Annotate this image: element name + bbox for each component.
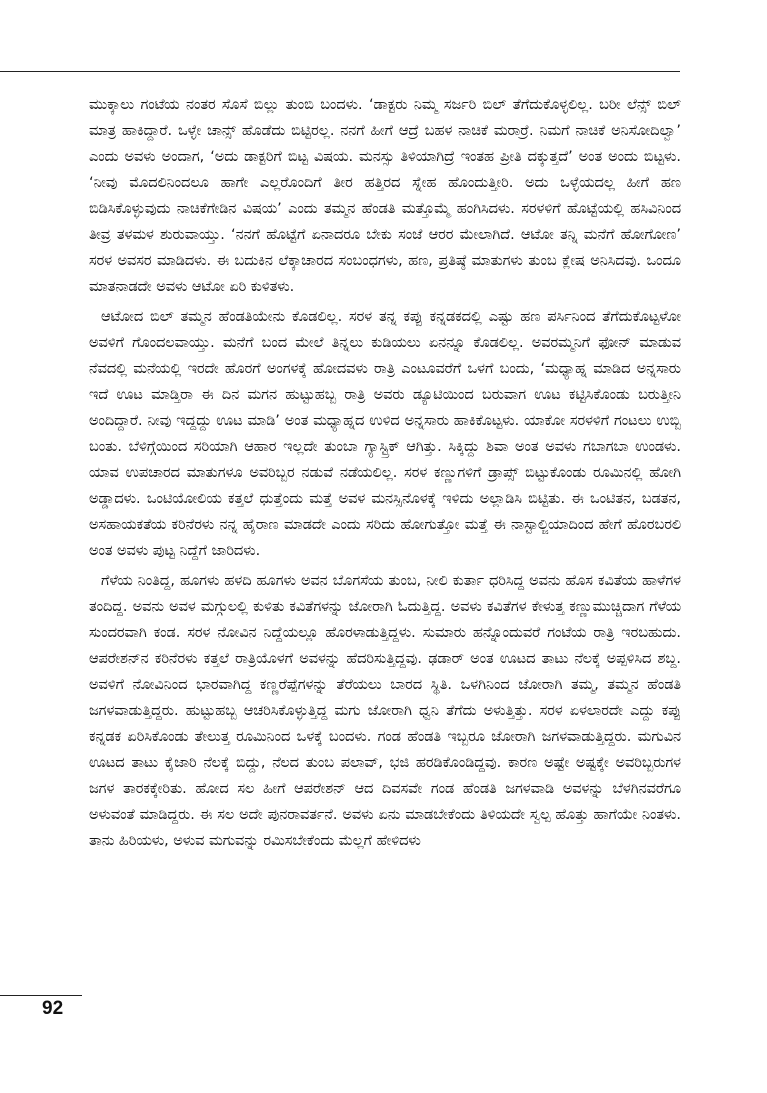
top-rule <box>0 71 680 72</box>
page-body <box>89 92 681 854</box>
page-number: 92 <box>42 998 64 1019</box>
paragraph-1: ಮುಕ್ಕಾಲು ಗಂಟೆಯ ನಂತರ ಸೊಸೆ ಬಿಲ್ಲು ತುಂಬಿ ಬಂದಳು. ‘ಡಾಕ್ಟರು ನಿಮ್ಮ ಸರ್ಜರಿ ಬಿಲ್ ತೆಗೆದುಕೊಳ್ಳಲಿಲ್ಲ. ಬರೀ ಲೆನ್ಸ್ ಬಿಲ್ ಮಾತ್ರ ಹಾಕಿದ್ದಾರೆ. ಒಳ್ಳೇ ಚಾನ್ಸ್ ಹೊಡೆದು ಬಿಟ್ಟಿರಲ್ಲ. ನನಗೆ ಹೀಗೆ ಆದ್ರೆ ಬಹಳ ನಾಚಿಕೆ ಮರಾರ್ರೆ. ನಿಮಗೆ ನಾಚಿಕೆ ಅನಿಸೋದಿಲ್ವಾ’ ಎಂದು ಅವಳು ಅಂದಾಗ, ‘ಅದು ಡಾಕ್ಟರಿಗೆ ಬಿಟ್ಟ ವಿಷಯ. ಮನಸ್ಸು ತಿಳಿಯಾಗಿದ್ರೆ ಇಂತಹ ಪ್ರೀತಿ ದಕ್ಕುತ್ತದೆ’ ಅಂತ ಅಂದು ಬಿಟ್ಟಳು. ‘ನೀವು ಮೊದಲಿನಿಂದಲೂ ಹಾಗೇ ಎಲ್ಲರೊಂದಿಗೆ ತೀರ ಹತ್ತಿರದ ಸ್ನೇಹ ಹೊಂದುತ್ತೀರಿ. ಅದು ಒಳ್ಳೆಯದಲ್ಲ ಹೀಗೆ ಹಣ ಬಿಡಿಸಿಕೊಳ್ಳುವುದು ನಾಚಿಕೆಗೇಡಿನ ವಿಷಯ’ ಎಂದು ತಮ್ಮನ ಹೆಂಡತಿ ಮತ್ತೊಮ್ಮೆ ಹಂಗಿಸಿದಳು. ಸರಳಳಿಗೆ ಹೊಟ್ಟೆಯಲ್ಲಿ ಹಸಿವಿನಿಂದ ತೀವ್ರ ತಳಮಳ ಶುರುವಾಯ್ತು. ‘ನನಗೆ ಹೊಟ್ಟೆಗೆ ಏನಾದರೂ ಬೇಕು ಸಂಜೆ ಆರರ ಮೇಲಾಗಿದೆ. ಆಟೋ ತನ್ನಿ ಮನೆಗೆ ಹೋಗೋಣ’ ಸರಳ ಅವಸರ ಮಾಡಿದಳು. ಈ ಬದುಕಿನ ಲೆಕ್ಕಾಚಾರದ ಸಂಬಂಧಗಳು, ಹಣ, ಪ್ರತಿಷ್ಠೆ ಮಾತುಗಳು ತುಂಬ ಕ್ಲೇಷ ಅನಿಸಿದವು. ಒಂದೂ ಮಾತನಾಡದೇ ಅವಳು ಆಟೋ ಏರಿ ಕುಳಿತಳು. <box>89 97 681 295</box>
footer-rule <box>0 995 82 996</box>
paragraph-2: ಆಟೋದ ಬಿಲ್ ತಮ್ಮನ ಹೆಂಡತಿಯೇನು ಕೊಡಲಿಲ್ಲ. ಸರಳ ತನ್ನ ಕಪ್ಪು ಕನ್ನಡಕದಲ್ಲಿ ಎಷ್ಟು ಹಣ ಪರ್ಸಿನಿಂದ ತೆಗೆದುಕೊಟ್ಟಳೋ ಅವಳಿಗೆ ಗೊಂದಲವಾಯ್ತು. ಮನೆಗೆ ಬಂದ ಮೇಲೆ ತಿನ್ನಲು ಕುಡಿಯಲು ಏನನ್ನೂ ಕೊಡಲಿಲ್ಲ. ಅವರಮ್ಮನಿಗೆ ಫೋನ್ ಮಾಡುವ ನೆವದಲ್ಲಿ ಮನೆಯಲ್ಲಿ ಇರದೇ ಹೊರಗೆ ಅಂಗಳಕ್ಕೆ ಹೋದವಳು ರಾತ್ರಿ ಎಂಟೂವರೆಗೆ ಒಳಗೆ ಬಂದು, ‘ಮಧ್ಯಾಹ್ನ ಮಾಡಿದ ಅನ್ನಸಾರು ಇದೆ ಊಟ ಮಾಡ್ತಿರಾ ಈ ದಿನ ಮಗನ ಹುಟ್ಟುಹಬ್ಬ ರಾತ್ರಿ ಅವರು ಡ್ಯೂಟಿಯಿಂದ ಬರುವಾಗ ಊಟ ಕಟ್ಟಿಸಿಕೊಂಡು ಬರುತ್ತೀನಿ ಅಂದಿದ್ದಾರೆ. ನೀವು ಇದ್ದದ್ದು ಊಟ ಮಾಡಿ’ ಅಂತ ಮಧ್ಯಾಹ್ನದ ಉಳಿದ ಅನ್ನಸಾರು ಹಾಕಿಕೊಟ್ಟಳು. ಯಾಕೋ ಸರಳಳಿಗೆ ಗಂಟಲು ಉಬ್ಬಿ ಬಂತು. ಬೆಳಿಗ್ಗೆಯಿಂದ ಸರಿಯಾಗಿ ಆಹಾರ ಇಲ್ಲದೇ ತುಂಬಾ ಗ್ಯಾಸ್ಟ್ರಿಕ್ ಆಗಿತ್ತು. ಸಿಕ್ಕಿದ್ದು ಶಿವಾ ಅಂತ ಅವಳು ಗಬಾಗಬಾ ಉಂಡಳು. ಯಾವ ಉಪಚಾರದ ಮಾತುಗಳೂ ಅವರಿಬ್ಬರ ನಡುವೆ ನಡೆಯಲಿಲ್ಲ. ಸರಳ ಕಣ್ಣುಗಳಿಗೆ ಡ್ರಾಪ್ಸ್ ಬಿಟ್ಟುಕೊಂಡು ರೂಮಿನಲ್ಲಿ ಹೋಗಿ ಅಡ್ಡಾದಳು. ಒಂಟಿಯೋಲಿಯ ಕತ್ತಲೆ ಧುತ್ತೆಂದು ಮತ್ತೆ ಅವಳ ಮನಸ್ಸಿನೊಳಕ್ಕೆ ಇಳಿದು ಅಲ್ಲಾಡಿಸಿ ಬಿಟ್ಟಿತು. ಈ ಒಂಟಿತನ, ಬಡತನ, ಅಸಹಾಯಕತೆಯ ಕರಿನೆರಳು ನನ್ನ ಹೈರಾಣ ಮಾಡದೇ ಎಂದು ಸರಿದು ಹೋಗುತ್ತೋ ಮತ್ತೆ ಈ ನಾಸ್ಟಾಲ್ಜಿಯಾದಿಂದ ಹೇಗೆ ಹೊರಬರಲಿ ಅಂತ ಅವಳು ಪುಟ್ಟ ನಿದ್ದೆಗೆ ಜಾರಿದಳು. <box>89 309 681 559</box>
paragraph-3: ಗೆಳೆಯ ನಿಂತಿದ್ದ, ಹೂಗಳು ಹಳದಿ ಹೂಗಳು ಅವನ ಬೊಗಸೆಯ ತುಂಬ, ನೀಲಿ ಕುರ್ತಾ ಧರಿಸಿದ್ದ ಅವನು ಹೊಸ ಕವಿತೆಯ ಹಾಳೆಗಳ ತಂದಿದ್ದ. ಅವನು ಅವಳ ಮಗ್ಗುಲಲ್ಲಿ ಕುಳಿತು ಕವಿತೆಗಳನ್ನು ಜೋರಾಗಿ ಓದುತ್ತಿದ್ದ. ಅವಳು ಕವಿತೆಗಳ ಕೇಳುತ್ತ ಕಣ್ಣುಮುಚ್ಚಿದಾಗ ಗೆಳೆಯ ಸುಂದರವಾಗಿ ಕಂಡ. ಸರಳ ನೋವಿನ ನಿದ್ದೆಯಲ್ಲೂ ಹೊರಳಾಡುತ್ತಿದ್ದಳು. ಸುಮಾರು ಹನ್ನೊಂದುವರೆ ಗಂಟೆಯ ರಾತ್ರಿ ಇರಬಹುದು. ಆಪರೇಶನ್‌ನ ಕರಿನೆರಳು ಕತ್ತಲೆ ರಾತ್ರಿಯೊಳಗೆ ಅವಳನ್ನು ಹೆದರಿಸುತ್ತಿದ್ದವು. ಢಡಾರ್ ಅಂತ ಊಟದ ತಾಟು ನೆಲಕ್ಕೆ ಅಪ್ಪಳಿಸಿದ ಶಬ್ದ. ಅವಳಿಗೆ ನೋವಿನಿಂದ ಭಾರವಾಗಿದ್ದ ಕಣ್ಣರೆಪ್ಪೆಗಳನ್ನು ತೆರೆಯಲು ಬಾರದ ಸ್ಥಿತಿ. ಒಳಗಿನಿಂದ ಜೋರಾಗಿ ತಮ್ಮ, ತಮ್ಮನ ಹೆಂಡತಿ ಜಗಳವಾಡುತ್ತಿದ್ದರು. ಹುಟ್ಟುಹಬ್ಬ ಆಚರಿಸಿಕೊಳ್ಳುತ್ತಿದ್ದ ಮಗು ಜೋರಾಗಿ ಧ್ವನಿ ತೆಗೆದು ಅಳುತ್ತಿತ್ತು. ಸರಳ ಏಳಲಾರದೇ ಎದ್ದು ಕಪ್ಪು ಕನ್ನಡಕ ಏರಿಸಿಕೊಂಡು ತೇಲುತ್ತ ರೂಮಿನಿಂದ ಒಳಕ್ಕೆ ಬಂದಳು. ಗಂಡ ಹೆಂಡತಿ ಇಬ್ಬರೂ ಜೋರಾಗಿ ಜಗಳವಾಡುತ್ತಿದ್ದರು. ಮಗುವಿನ ಊಟದ ತಾಟು ಕೈಜಾರಿ ನೆಲಕ್ಕೆ ಬಿದ್ದು, ನೆಲದ ತುಂಬ ಪಲಾವ್, ಭಜಿ ಹರಡಿಕೊಂಡಿದ್ದವು. ಕಾರಣ ಅಷ್ಟೇ ಅಷ್ಟಕ್ಕೇ ಅವರಿಬ್ಬರುಗಳ ಜಗಳ ತಾರಕಕ್ಕೇರಿತು. ಹೋದ ಸಲ ಹೀಗೆ ಆಪರೇಶನ್ ಆದ ದಿವಸವೇ ಗಂಡ ಹೆಂಡತಿ ಜಗಳವಾಡಿ ಅವಳನ್ನು ಬೆಳಗಿನವರೆಗೂ ಅಳುವಂತೆ ಮಾಡಿದ್ದರು. ಈ ಸಲ ಅದೇ ಪುನರಾವರ್ತನೆ. ಅವಳು ಏನು ಮಾಡಬೇಕೆಂದು ತಿಳಿಯದೇ ಸ್ವಲ್ಪ ಹೊತ್ತು ಹಾಗೆಯೇ ನಿಂತಳು. ತಾನು ಹಿರಿಯಳು, ಅಳುವ ಮಗುವನ್ನು ರಮಿಸಬೇಕೆಂದು ಮೆಲ್ಲಗೆ ಹೇಳಿದಳು <box>89 573 681 849</box>
